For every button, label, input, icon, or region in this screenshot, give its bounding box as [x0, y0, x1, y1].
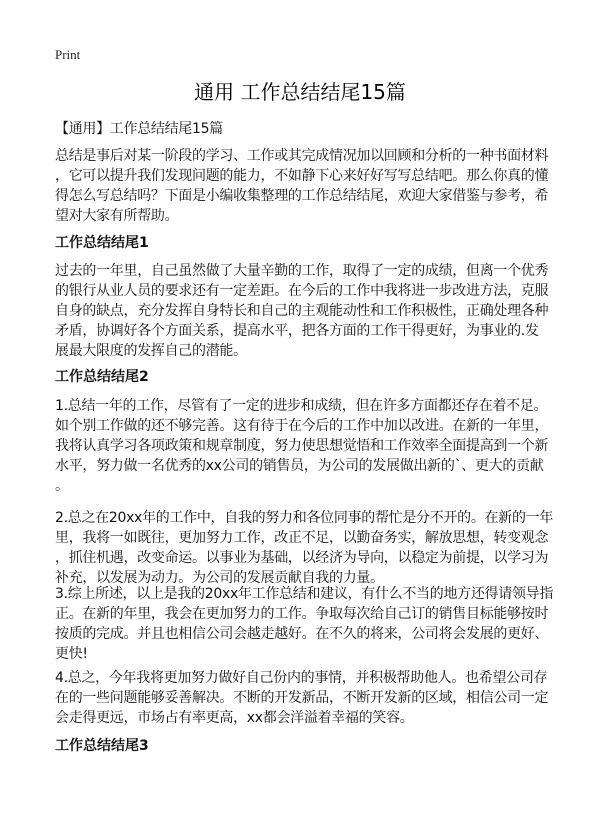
text-line: 过去的一年里，自己虽然做了大量辛勤的工作，取得了一定的成绩，但离一个优秀	[55, 263, 549, 279]
text-line: 里，我将一如既往，更加努力工作，改正不足，以勤奋务实，解放思想，转变观念	[55, 530, 549, 546]
text-line: 的银行从业人员的要求还有一定差距。在今后的工作中我将进一步改进方法，克服	[55, 283, 549, 299]
text-line: 4.总之，今年我将更加努力做好自己份内的事情，并积极帮助他人。也希望公司存	[55, 670, 548, 686]
section-heading: 工作总结结尾1	[55, 235, 149, 251]
text-line: 我将认真学习各项政策和规章制度，努力使思想觉悟和工作效率全面提高到一个新	[55, 438, 549, 454]
paragraph	[55, 396, 550, 496]
paragraph	[55, 508, 554, 588]
subtitle: 【通用】工作总结结尾15篇	[55, 121, 223, 137]
text-line: 矛盾，协调好各个方面关系，提高水平，把各方面的工作干得更好，为事业的.发	[55, 323, 539, 339]
text-line: 更快!	[55, 646, 88, 662]
text-line: 2.总之在20xx年的工作中，自我的努力和各位同事的帮忙是分不开的。在新的一年	[55, 510, 554, 526]
paragraph	[55, 584, 554, 664]
text-line: 在的一些问题能够妥善解决。不断的开发新品，不断开发新的区域，相信公司一定	[55, 690, 549, 706]
text-line: 如个别工作做的还不够完善。这有待于在今后的工作中加以改进。在新的一年里，	[55, 418, 549, 434]
page-title: 通用 工作总结结尾15篇	[194, 80, 406, 104]
section-heading: 工作总结结尾2	[55, 369, 149, 385]
text-line: 1.总结一年的工作，尽管有了一定的进步和成绩，但在许多方面都还存在着不足。	[55, 398, 548, 414]
text-line: 水平，努力做一名优秀的xx公司的销售员，为公司的发展做出新的`、更大的贡献	[55, 458, 544, 474]
text-line: 3.综上所述，以上是我的20xx年工作总结和建议，有什么不当的地方还得请领导指	[55, 586, 554, 602]
text-line: 自身的缺点，充分发挥自身特长和自己的主观能动性和工作积极性，正确处理各种	[55, 303, 549, 319]
text-line: 展最大限度的发挥自己的潜能。	[55, 343, 247, 359]
text-line: 会走得更远，市场占有率更高，xx都会洋溢着幸福的笑容。	[55, 710, 414, 726]
section-heading: 工作总结结尾3	[55, 738, 149, 754]
text-line: 望对大家有所帮助。	[55, 208, 179, 224]
text-line: ，它可以提升我们发现问题的能力，不如静下心来好好写写总结吧。那么你真的懂	[55, 168, 549, 184]
text-line: 正。在新的年里，我会在更加努力的工作。争取每次给自己订的销售目标能够按时	[55, 606, 549, 622]
intro-paragraph	[55, 146, 550, 226]
text-line: 得怎么写总结吗？下面是小编收集整理的工作总结结尾，欢迎大家借鉴与参考，希	[55, 188, 549, 204]
paragraph	[55, 261, 550, 361]
text-line: 。	[55, 478, 69, 494]
paragraph	[55, 668, 550, 728]
print-link[interactable]: Print	[55, 47, 81, 62]
text-line: 按质的完成。并且也相信公司会越走越好。在不久的将来，公司将会发展的更好、	[55, 626, 549, 642]
text-line: ，抓住机遇，改变命运。以事业为基础，以经济为导向，以稳定为前提，以学习为	[55, 550, 549, 566]
text-line: 补充，以发展为动力。为公司的发展贡献自我的力量。	[55, 570, 384, 586]
text-line: 总结是事后对某一阶段的学习、工作或其完成情况加以回顾和分析的一种书面材料	[55, 148, 549, 164]
